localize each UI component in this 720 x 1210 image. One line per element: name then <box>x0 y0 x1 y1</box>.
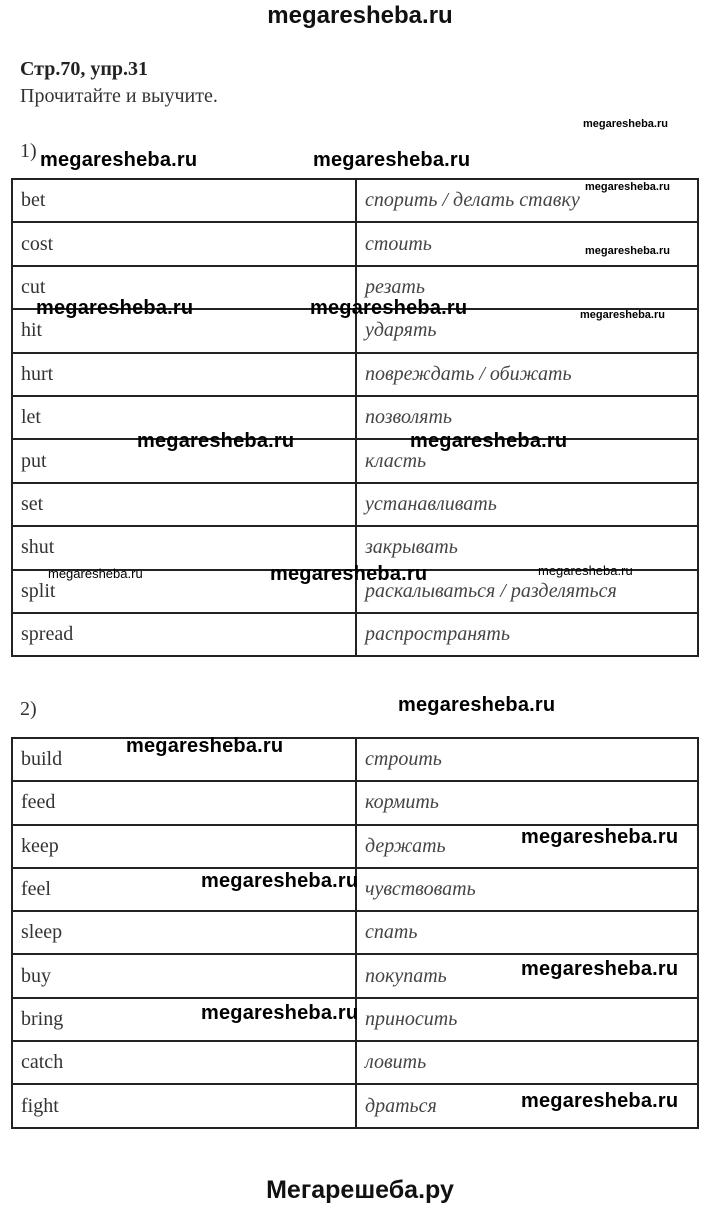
watermark: megaresheba.ru <box>40 149 198 171</box>
watermark: megaresheba.ru <box>137 430 295 452</box>
english-word: cost <box>12 222 356 265</box>
english-word: build <box>12 738 356 781</box>
russian-translation: приносить <box>356 998 698 1041</box>
site-footer-watermark: Мегарешеба.ру <box>266 1176 454 1204</box>
watermark: megaresheba.ru <box>580 309 665 321</box>
table-row <box>12 1041 698 1084</box>
english-word: bet <box>12 179 356 222</box>
table-row <box>12 613 698 656</box>
english-word: spread <box>12 613 356 656</box>
watermark: megaresheba.ru <box>126 735 284 757</box>
english-word: keep <box>12 825 356 868</box>
english-word: fight <box>12 1084 356 1127</box>
watermark: megaresheba.ru <box>310 297 468 319</box>
english-word: bring <box>12 998 356 1041</box>
section-2-label: 2) <box>20 698 37 720</box>
english-word: hit <box>12 309 356 352</box>
russian-translation: кормить <box>356 781 698 824</box>
english-word: feed <box>12 781 356 824</box>
english-word: split <box>12 570 356 613</box>
table-row <box>12 483 698 526</box>
watermark: megaresheba.ru <box>201 1002 359 1024</box>
russian-translation: драться <box>356 1084 698 1127</box>
table-row <box>12 738 698 781</box>
english-word: cut <box>12 266 356 309</box>
russian-translation: повреждать / обижать <box>356 353 698 396</box>
watermark: megaresheba.ru <box>538 563 633 578</box>
english-word: hurt <box>12 353 356 396</box>
exercise-heading: Стр.70, упр.31 <box>20 58 149 80</box>
watermark: megaresheba.ru <box>48 566 143 581</box>
table-row <box>12 439 698 482</box>
russian-translation: позволять <box>356 396 698 439</box>
russian-translation: спорить / делать ставку <box>356 179 698 222</box>
watermark: megaresheba.ru <box>410 430 568 452</box>
watermark: megaresheba.ru <box>585 181 670 193</box>
table-row <box>12 353 698 396</box>
table-row <box>12 781 698 824</box>
watermark: megaresheba.ru <box>313 149 471 171</box>
section-1-label: 1) <box>20 140 37 162</box>
russian-translation: покупать <box>356 954 698 997</box>
watermark: megaresheba.ru <box>521 1090 679 1112</box>
russian-translation: стоить <box>356 222 698 265</box>
russian-translation: класть <box>356 439 698 482</box>
english-word: catch <box>12 1041 356 1084</box>
russian-translation: ловить <box>356 1041 698 1084</box>
watermark: megaresheba.ru <box>583 118 668 130</box>
russian-translation: чувствовать <box>356 868 698 911</box>
vocabulary-table-2 <box>11 737 699 1129</box>
watermark: megaresheba.ru <box>585 245 670 257</box>
english-word: buy <box>12 954 356 997</box>
russian-translation: строить <box>356 738 698 781</box>
russian-translation: раскалываться / разделяться <box>356 570 698 613</box>
english-word: sleep <box>12 911 356 954</box>
watermark: megaresheba.ru <box>521 958 679 980</box>
english-word: shut <box>12 526 356 569</box>
english-word: feel <box>12 868 356 911</box>
table-row <box>12 911 698 954</box>
watermark: megaresheba.ru <box>398 694 556 716</box>
russian-translation: закрывать <box>356 526 698 569</box>
english-word: let <box>12 396 356 439</box>
english-word: set <box>12 483 356 526</box>
russian-translation: распространять <box>356 613 698 656</box>
table-row <box>12 396 698 439</box>
russian-translation: держать <box>356 825 698 868</box>
site-header-watermark: megaresheba.ru <box>267 2 453 29</box>
russian-translation: устанавливать <box>356 483 698 526</box>
russian-translation: спать <box>356 911 698 954</box>
watermark: megaresheba.ru <box>36 297 194 319</box>
watermark: megaresheba.ru <box>201 870 359 892</box>
russian-translation: ударять <box>356 309 698 352</box>
watermark: megaresheba.ru <box>521 826 679 848</box>
english-word: put <box>12 439 356 482</box>
exercise-instruction: Прочитайте и выучите. <box>20 85 218 107</box>
watermark: megaresheba.ru <box>270 563 428 585</box>
russian-translation: резать <box>356 266 698 309</box>
